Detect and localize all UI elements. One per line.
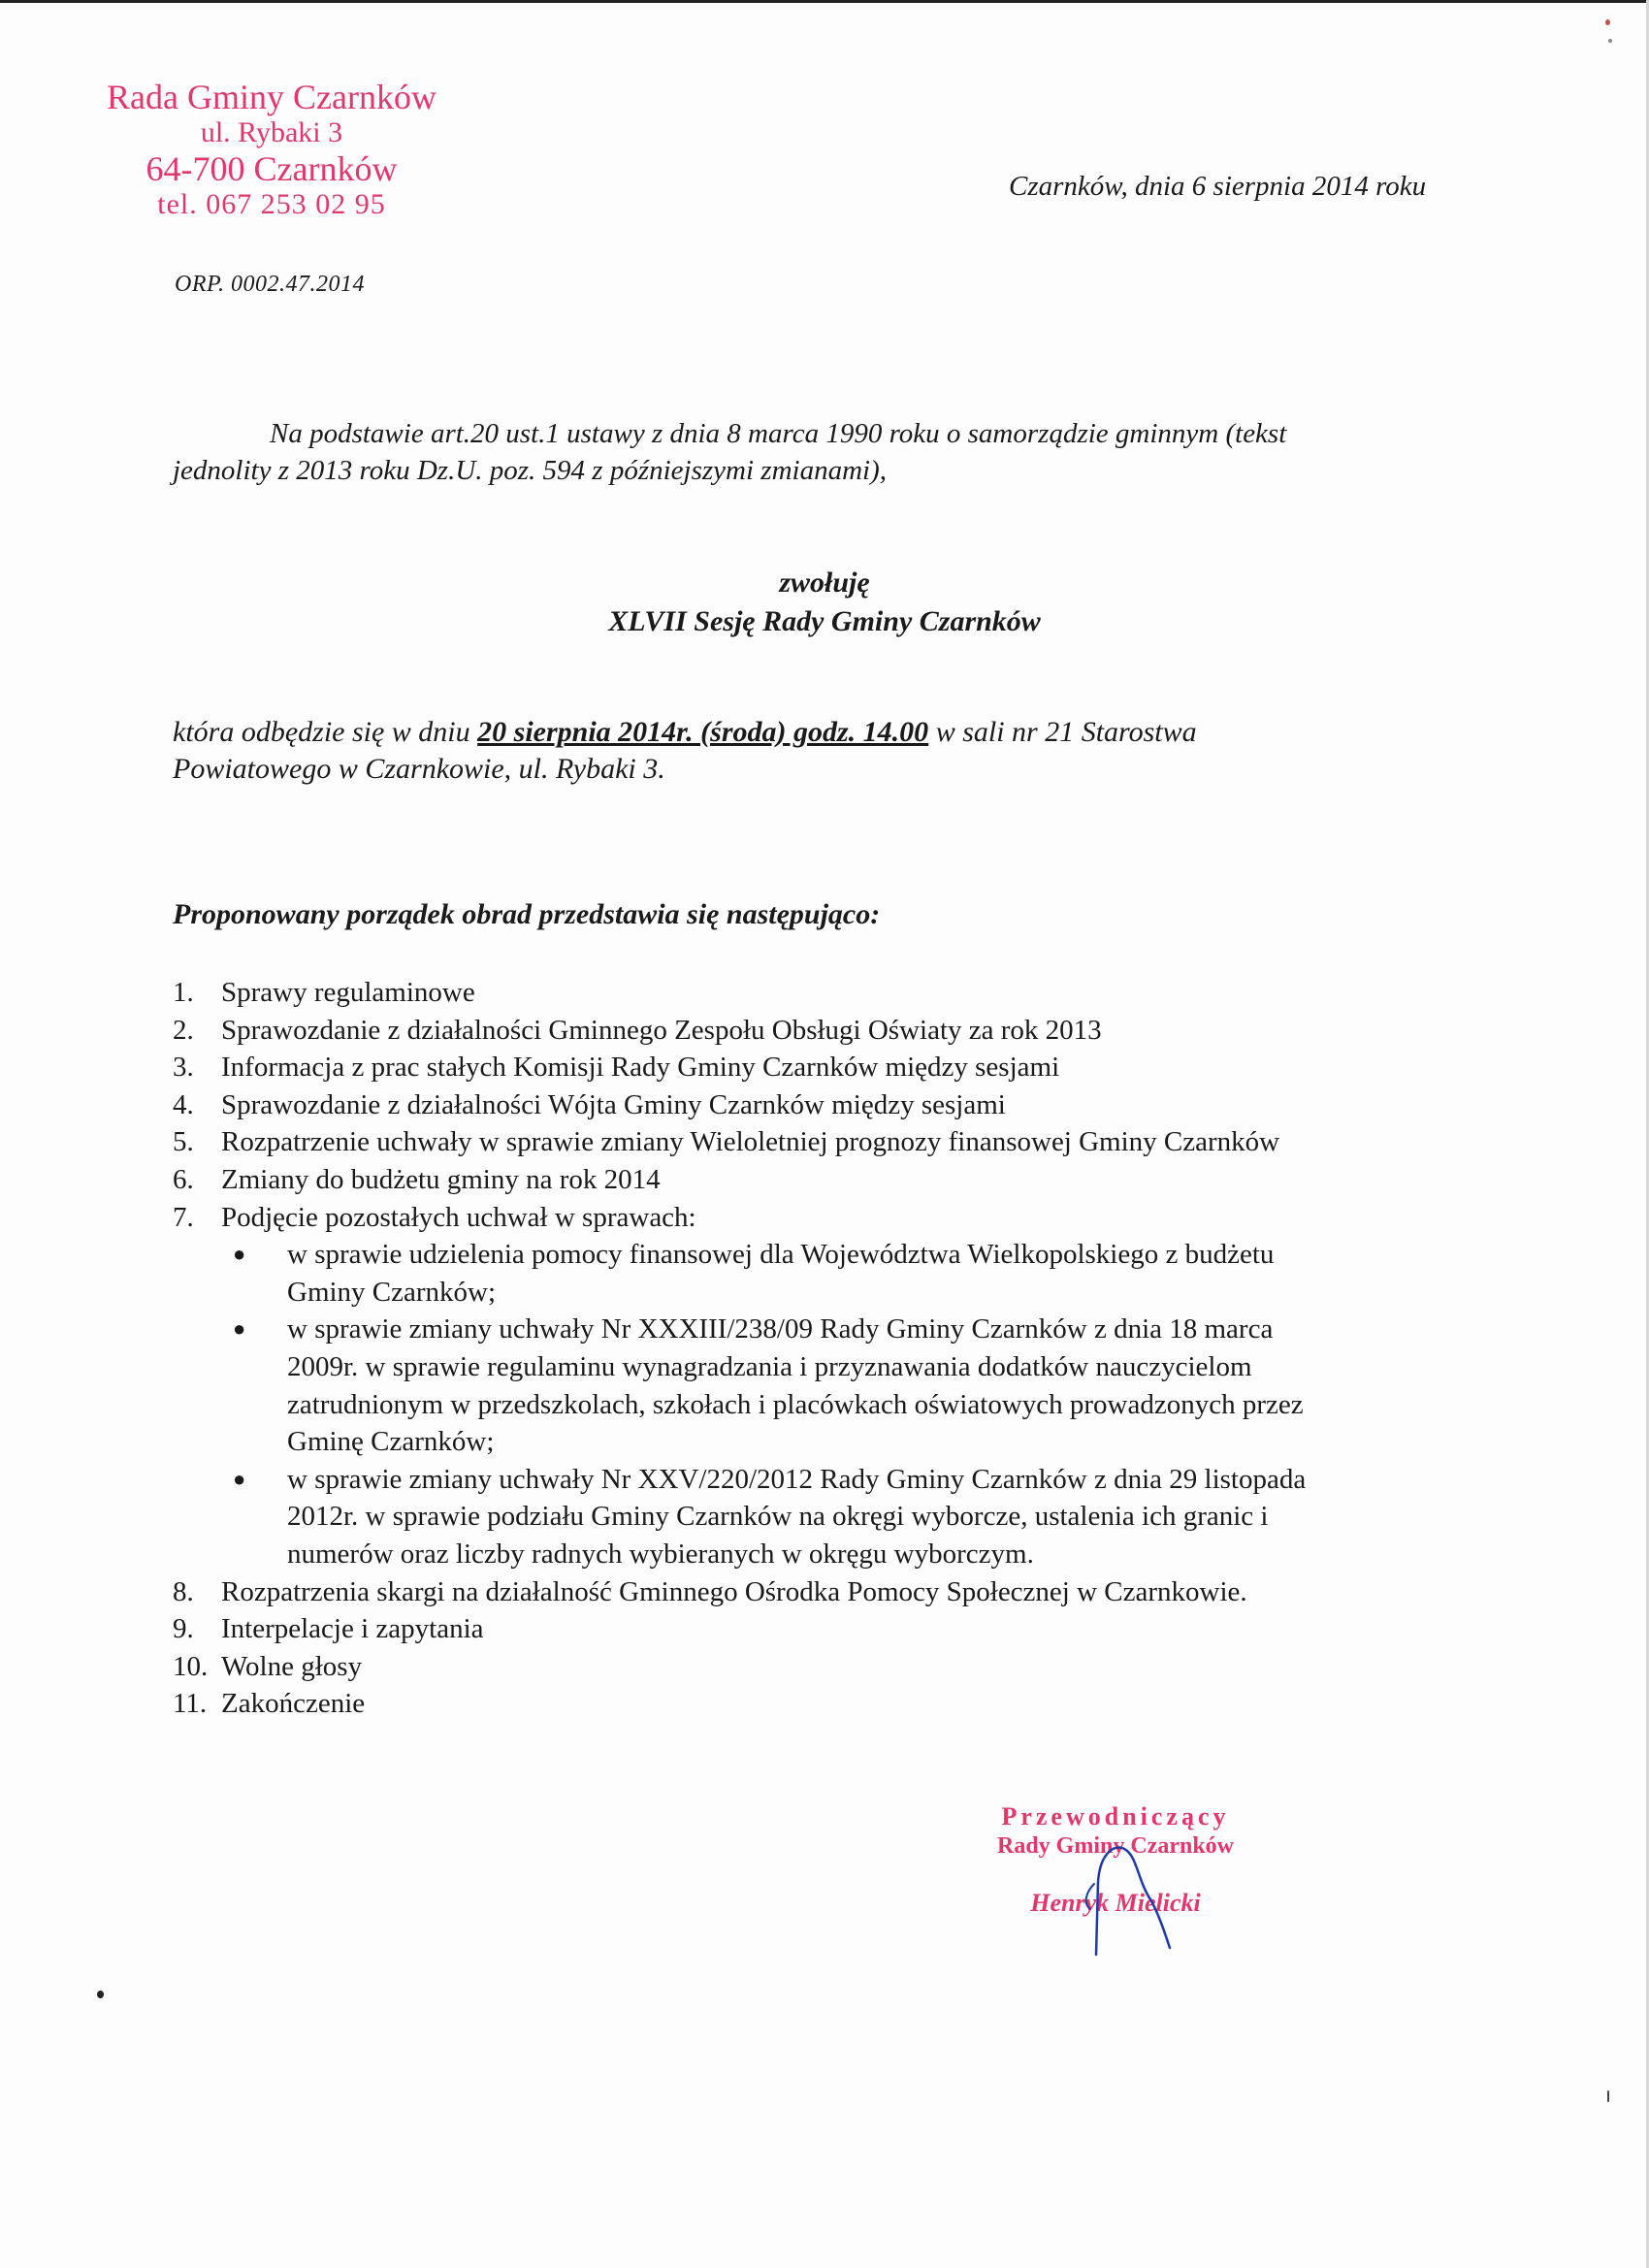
session-date-time: 20 sierpnia 2014r. (środa) godz. 14.00	[477, 716, 929, 748]
stamp-line-council: Rada Gminy Czarnków	[107, 78, 436, 116]
subitem-line: zatrudnionym w przedszkolach, szkołach i placówkach oświatowych prowadzonych przez	[287, 1388, 1304, 1420]
agenda-item-number: 11.	[173, 1688, 208, 1720]
chairman-title: Przewodniczący	[1001, 1802, 1230, 1831]
agenda-item	[173, 1161, 1463, 1199]
sender-stamp	[92, 78, 451, 221]
agenda-heading: Proponowany porządek obrad przedstawia się następująco:	[173, 898, 881, 930]
agenda-item	[173, 1049, 1463, 1086]
subitem-line: w sprawie zmiany uchwały Nr XXXIII/238/09 Rady Gminy Czarnków z dnia 18 marca	[287, 1313, 1274, 1345]
agenda-item-number: 6.	[173, 1163, 194, 1195]
handwritten-signature	[1077, 1824, 1183, 1960]
agenda-item-number: 9.	[173, 1613, 194, 1645]
subitem-line: Gminę Czarnków;	[287, 1426, 495, 1458]
subitem-line: w sprawie udzielenia pomocy finansowej dla Województwa Wielkopolskiego z budżetu	[287, 1239, 1275, 1271]
subitem-line: Gminy Czarnków;	[287, 1276, 497, 1308]
place-date: Czarnków, dnia 6 sierpnia 2014 roku	[1009, 171, 1427, 202]
agenda-item-number: 4.	[173, 1088, 194, 1120]
agenda-list	[173, 974, 1463, 1723]
stamp-line-city: 64-700 Czarnków	[146, 148, 398, 188]
session-details	[173, 714, 1463, 788]
agenda-item	[173, 1123, 1463, 1161]
agenda-item-text: Sprawozdanie z działalności Gminnego Zespołu Obsługi Oświaty za rok 2013	[221, 1014, 1102, 1046]
subitem-line: 2012r. w sprawie podziału Gminy Czarnków na okręgi wyborcze, ustalenia ich granic i	[287, 1501, 1269, 1533]
agenda-item-number: 5.	[173, 1126, 194, 1158]
agenda-item-number: 10.	[173, 1650, 209, 1682]
agenda-item-text: Podjęcie pozostałych uchwał w sprawach:	[221, 1201, 696, 1233]
agenda-item-number: 1.	[173, 977, 194, 1008]
agenda-item	[173, 1610, 1463, 1648]
agenda-item-number: 7.	[173, 1201, 194, 1233]
agenda-item	[173, 1086, 1463, 1124]
chairman-council: Rady Gminy Czarnków	[996, 1833, 1235, 1859]
agenda-item-text: Wolne głosy	[221, 1650, 363, 1682]
legal-basis-line-2: jednolity z 2013 roku Dz.U. poz. 594 z późniejszymi zmianami),	[173, 455, 887, 486]
legal-basis-line-1: Na podstawie art.20 ust.1 ustawy z dnia 8 marca 1990 roku o samorządzie gminnym (tekst	[270, 418, 1287, 449]
bullet-icon: ●	[233, 1316, 246, 1342]
agenda-subitem	[173, 1236, 1463, 1311]
scan-speck	[97, 1991, 104, 1998]
session-place-line-1: w sali nr 21 Starostwa	[928, 716, 1197, 748]
reference-number: ORP. 0002.47.2014	[175, 272, 366, 297]
agenda-item-text: Sprawy regulaminowe	[221, 977, 475, 1008]
scan-edge-top	[0, 0, 1649, 3]
agenda-item	[173, 1573, 1463, 1611]
subitem-line: 2009r. w sprawie regulaminu wynagradzania i przyznawania dodatków nauczycielom	[287, 1350, 1252, 1382]
agenda-item-text: Rozpatrzenie uchwały w sprawie zmiany Wieloletniej prognozy finansowej Gminy Czarnków	[221, 1126, 1280, 1158]
agenda-item-text: Sprawozdanie z działalności Wójta Gminy Czarnków między sesjami	[221, 1088, 1006, 1120]
agenda-item-number: 3.	[173, 1052, 194, 1084]
scan-speck	[1605, 19, 1610, 25]
agenda-item-text: Rozpatrzenia skargi na działalność Gminnego Ośrodka Pomocy Społecznej w Czarnkowie.	[221, 1575, 1247, 1607]
scan-speck	[1607, 2090, 1609, 2102]
agenda-item	[173, 1199, 1463, 1237]
bullet-icon: ●	[233, 1242, 246, 1267]
agenda-item-text: Zakończenie	[221, 1688, 366, 1720]
scan-speck	[1608, 39, 1612, 43]
agenda-subitem	[173, 1311, 1463, 1460]
agenda-item	[173, 1012, 1463, 1050]
agenda-item	[173, 974, 1463, 1012]
stamp-line-phone: tel. 067 253 02 95	[157, 188, 386, 221]
subitem-line: w sprawie zmiany uchwały Nr XXV/220/2012 Rady Gminy Czarnków z dnia 29 listopada	[287, 1463, 1307, 1495]
convene-title: XLVII Sesję Rady Gminy Czarnków	[608, 605, 1041, 637]
agenda-item-number: 2.	[173, 1014, 194, 1046]
subitem-line: numerów oraz liczby radnych wybieranych w okręgu wyborczym.	[287, 1538, 1034, 1570]
agenda-item-number: 8.	[173, 1575, 194, 1607]
bullet-icon: ●	[233, 1466, 246, 1491]
session-prefix: która odbędzie się w dniu	[173, 716, 478, 748]
chairman-name: Henryk Mielicki	[1030, 1889, 1201, 1917]
agenda-item-text: Informacja z prac stałych Komisji Rady Gminy Czarnków między sesjami	[221, 1052, 1060, 1084]
stamp-line-street: ul. Rybaki 3	[200, 116, 343, 149]
agenda-item	[173, 1685, 1463, 1723]
agenda-item-text: Zmiany do budżetu gminy na rok 2014	[221, 1163, 661, 1195]
legal-basis	[173, 415, 1463, 489]
agenda-item-text: Interpelacje i zapytania	[221, 1613, 484, 1645]
session-place-line-2: Powiatowego w Czarnkowie, ul. Rybaki 3.	[173, 753, 665, 785]
agenda-subitem	[173, 1461, 1463, 1573]
convene-verb: zwołuję	[779, 567, 870, 599]
agenda-item	[173, 1648, 1463, 1686]
